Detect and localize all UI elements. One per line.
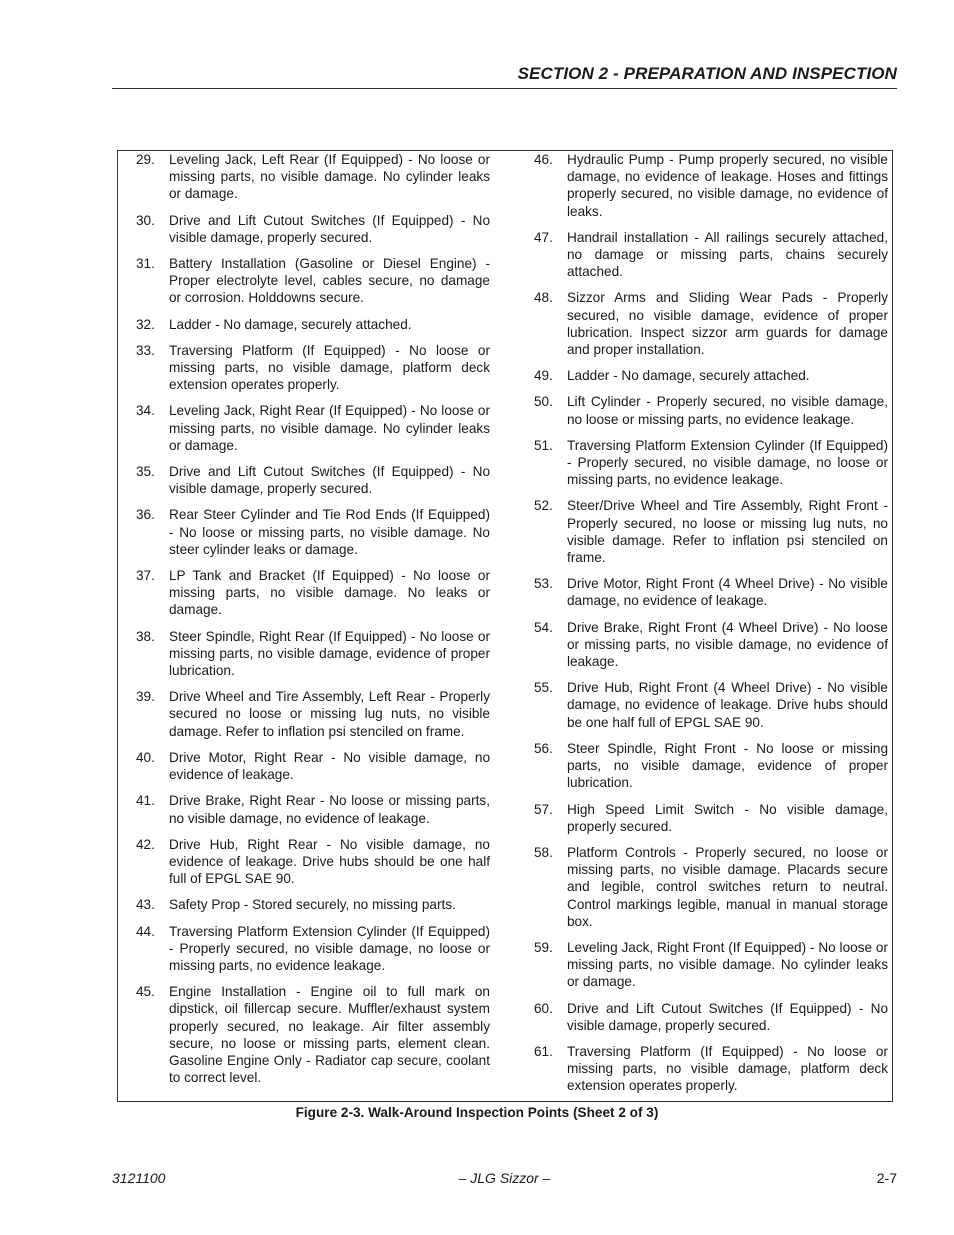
item-number: 41.	[136, 793, 155, 809]
page-number: 2-7	[876, 1170, 897, 1186]
item-text: Traversing Platform (If Equipped) - No loose or missing parts, no visible damage, platform deck extension operates properly.	[567, 1043, 888, 1094]
footer-title: – JLG Sizzor –	[458, 1170, 551, 1186]
item-text: Handrail installation - All railings securely attached, no damage or missing parts, chains securely attached.	[567, 229, 888, 280]
inspection-item	[132, 342, 490, 394]
item-text: Drive Hub, Right Rear - No visible damage, no evidence of leakage. Drive hubs should be one half full of EPGL SAE 90.	[169, 836, 490, 887]
item-text: Safety Prop - Stored securely, no missing parts.	[169, 897, 456, 913]
item-number: 34.	[136, 403, 155, 419]
item-text: Steer Spindle, Right Front - No loose or missing parts, no visible damage, evidence of proper lubrication.	[567, 740, 888, 791]
item-text: Ladder - No damage, securely attached.	[567, 368, 810, 384]
item-number: 61.	[534, 1043, 553, 1059]
item-number: 58.	[534, 844, 553, 860]
inspection-item	[132, 151, 490, 203]
item-number: 32.	[136, 316, 155, 332]
item-text: Sizzor Arms and Sliding Wear Pads - Properly secured, no visible damage, evidence of proper lubrication. Inspect sizzor arm guards for damage and proper installation.	[567, 290, 888, 358]
inspection-item	[132, 983, 490, 1086]
item-text: Platform Controls - Properly secured, no loose or missing parts, no visible damage. Placards secure and legible, control switches return to neutral. Control markings legible, manual in manual storage box.	[567, 844, 888, 929]
item-text: Drive Motor, Right Front (4 Wheel Drive) - No visible damage, no evidence of leakage.	[567, 576, 888, 609]
item-text: Drive Wheel and Tire Assembly, Left Rear - Properly secured no loose or missing lug nuts, no visible damage. Refer to inflation psi stenciled on frame.	[169, 689, 490, 739]
inspection-item	[132, 255, 490, 307]
item-number: 46.	[534, 152, 553, 167]
inspection-item	[530, 229, 888, 281]
item-text: Hydraulic Pump - Pump properly secured, no visible damage, no evidence of leakage. Hoses and fittings properly secured, no visible damage, no evidence of leaks.	[567, 152, 888, 219]
item-number: 60.	[534, 1000, 553, 1016]
item-text: Battery Installation (Gasoline or Diesel Engine) - Proper electrolyte level, cables secure, no damage or corrosion. Holddowns secure.	[169, 256, 490, 306]
inspection-item	[132, 923, 490, 975]
inspection-item	[132, 316, 490, 333]
item-number: 43.	[136, 897, 155, 913]
item-number: 54.	[534, 619, 553, 635]
item-text: Engine Installation - Engine oil to full mark on dipstick, oil fillercap secure. Muffler/exhaust system properly secured, no leakage. Air filter assembly secure, no loose or missing parts, element clean. Gasoline Engine Only - Radiator cap secure, coolant to correct level.	[169, 984, 490, 1086]
inspection-item	[530, 289, 888, 358]
item-number: 48.	[534, 290, 553, 306]
item-number: 29.	[136, 152, 155, 167]
item-number: 37.	[136, 568, 155, 584]
item-number: 42.	[136, 836, 155, 852]
inspection-item	[530, 679, 888, 731]
item-number: 57.	[534, 801, 553, 817]
item-number: 31.	[136, 256, 155, 272]
item-number: 35.	[136, 464, 155, 480]
item-number: 52.	[534, 498, 553, 514]
item-text: Drive Motor, Right Rear - No visible damage, no evidence of leakage.	[169, 749, 490, 783]
inspection-item	[530, 844, 888, 930]
inspection-item	[132, 567, 490, 619]
inspection-item	[530, 393, 888, 427]
item-number: 33.	[136, 342, 155, 358]
inspection-item	[132, 792, 490, 826]
inspection-item	[530, 939, 888, 991]
item-text: Leveling Jack, Right Front (If Equipped) - No loose or missing parts, no visible damage. No cylinder leaks or damage.	[567, 939, 888, 990]
inspection-item	[132, 212, 490, 246]
inspection-item	[132, 463, 490, 497]
item-text: Drive and Lift Cutout Switches (If Equipped) - No visible damage, properly secured.	[169, 464, 490, 497]
inspection-item	[530, 1000, 888, 1034]
item-number: 36.	[136, 507, 155, 523]
item-text: Traversing Platform (If Equipped) - No loose or missing parts, no visible damage, platform deck extension operates properly.	[169, 342, 490, 393]
item-text: Traversing Platform Extension Cylinder (If Equipped) - Properly secured, no visible damage, no loose or missing parts, no evidence leakage.	[169, 923, 490, 973]
inspection-item	[132, 628, 490, 680]
right-column	[530, 151, 888, 1104]
inspection-item	[530, 1043, 888, 1095]
item-text: Lift Cylinder - Properly secured, no visible damage, no loose or missing parts, no evidence leakage.	[567, 394, 888, 427]
item-number: 49.	[534, 368, 553, 384]
item-text: LP Tank and Bracket (If Equipped) - No loose or missing parts, no visible damage. No leaks or damage.	[169, 568, 490, 618]
inspection-item	[132, 749, 490, 783]
inspection-item	[132, 896, 490, 913]
section-title: SECTION 2 - PREPARATION AND INSPECTION	[517, 64, 897, 83]
item-text: Leveling Jack, Left Rear (If Equipped) - No loose or missing parts, no visible damage. No cylinder leaks or damage.	[169, 152, 490, 202]
inspection-item	[132, 506, 490, 558]
item-text: Drive Brake, Right Front (4 Wheel Drive) - No loose or missing parts, no visible damage, no evidence of leakage.	[567, 619, 888, 670]
inspection-item	[530, 437, 888, 489]
header-divider	[112, 88, 897, 89]
item-number: 55.	[534, 680, 553, 696]
inspection-item	[530, 497, 888, 566]
item-text: Drive and Lift Cutout Switches (If Equipped) - No visible damage, properly secured.	[567, 1000, 888, 1033]
item-text: High Speed Limit Switch - No visible damage, properly secured.	[567, 801, 888, 834]
item-text: Steer/Drive Wheel and Tire Assembly, Right Front - Properly secured, no loose or missing lug nuts, no visible damage. Refer to inflation psi stenciled on frame.	[567, 498, 888, 566]
item-text: Traversing Platform Extension Cylinder (If Equipped) - Properly secured, no visible damage, no loose or missing parts, no evidence leakage.	[567, 437, 888, 488]
inspection-item	[530, 151, 888, 220]
inspection-item	[530, 367, 888, 384]
item-text: Drive Hub, Right Front (4 Wheel Drive) - No visible damage, no evidence of leakage. Drive hubs should be one half full of EPGL SAE 90.	[567, 680, 888, 730]
item-number: 39.	[136, 689, 155, 705]
item-number: 38.	[136, 628, 155, 644]
item-number: 47.	[534, 229, 553, 245]
item-text: Rear Steer Cylinder and Tie Rod Ends (If Equipped) - No loose or missing parts, no visible damage. No steer cylinder leaks or damage.	[169, 507, 490, 557]
inspection-item	[530, 740, 888, 792]
inspection-item	[530, 619, 888, 671]
item-number: 30.	[136, 212, 155, 228]
item-number: 56.	[534, 740, 553, 756]
item-text: Steer Spindle, Right Rear (If Equipped) - No loose or missing parts, no visible damage, evidence of proper lubrication.	[169, 628, 490, 679]
item-number: 53.	[534, 576, 553, 592]
item-text: Drive Brake, Right Rear - No loose or missing parts, no visible damage, no evidence of leakage.	[169, 793, 490, 826]
inspection-item	[132, 688, 490, 740]
item-text: Drive and Lift Cutout Switches (If Equipped) - No visible damage, properly secured.	[169, 212, 490, 245]
figure-caption: Figure 2-3. Walk-Around Inspection Points (Sheet 2 of 3)	[295, 1105, 659, 1120]
inspection-item	[132, 402, 490, 454]
item-text: Leveling Jack, Right Rear (If Equipped) - No loose or missing parts, no visible damage. No cylinder leaks or damage.	[169, 403, 490, 453]
item-number: 51.	[534, 437, 553, 453]
item-number: 59.	[534, 939, 553, 955]
inspection-item	[530, 575, 888, 609]
inspection-item	[132, 836, 490, 888]
item-number: 50.	[534, 394, 553, 410]
item-number: 40.	[136, 749, 155, 765]
item-number: 45.	[136, 984, 155, 1000]
left-column	[132, 151, 490, 1095]
item-number: 44.	[136, 923, 155, 939]
inspection-item	[530, 801, 888, 835]
document-number: 3121100	[112, 1170, 166, 1186]
item-text: Ladder - No damage, securely attached.	[169, 316, 412, 332]
